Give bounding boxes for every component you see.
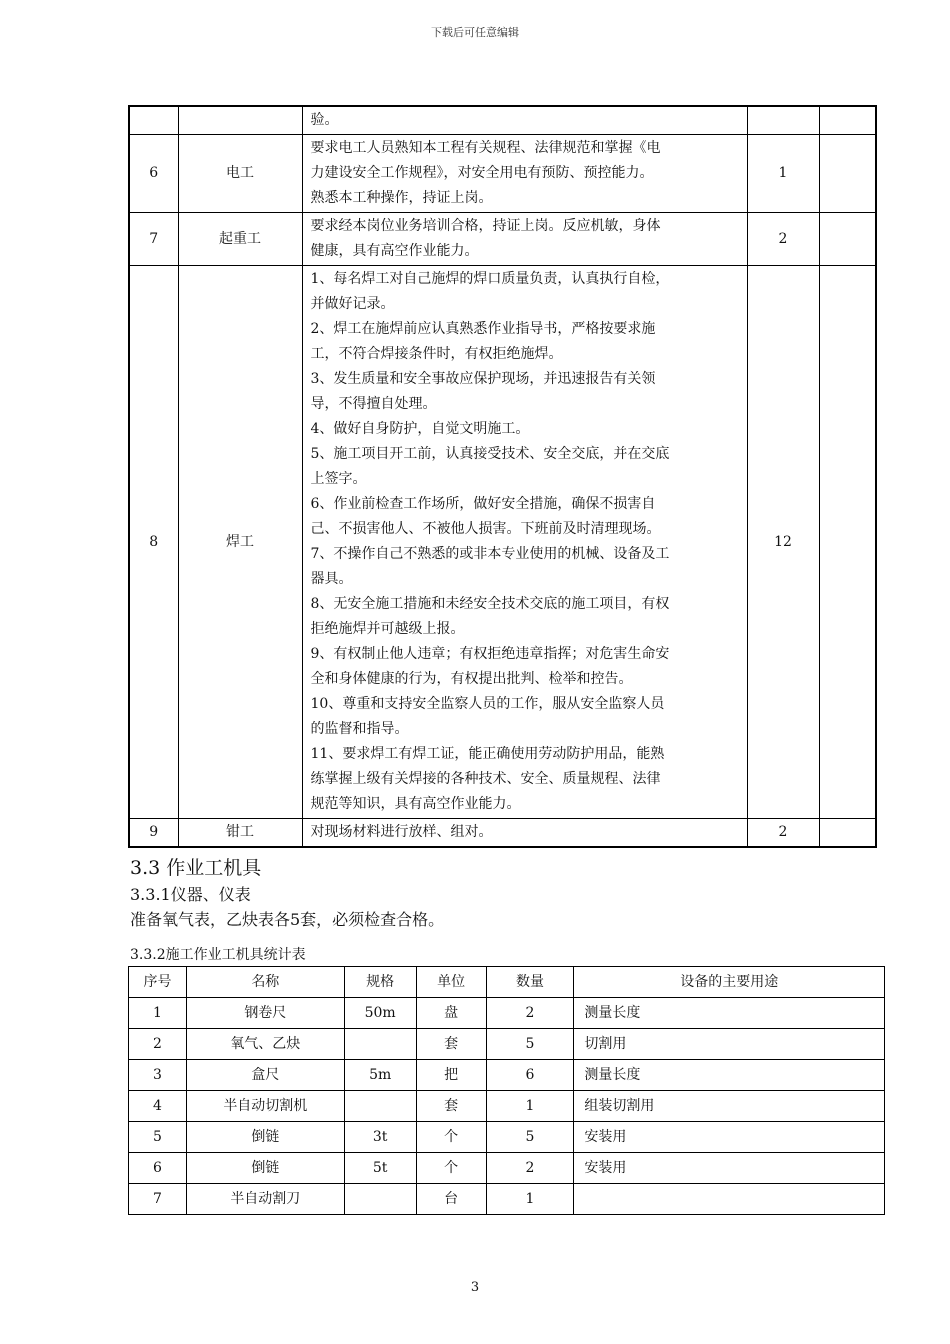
job-role: 钳工 xyxy=(178,819,302,848)
tool-quantity: 1 xyxy=(486,1091,574,1122)
tool-quantity: 6 xyxy=(486,1060,574,1091)
remarks-cell xyxy=(819,819,876,848)
requirement-line: 规范等知识，具有高空作业能力。 xyxy=(310,796,521,812)
requirement-line: 6、作业前检查工作场所，做好安全措施，确保不损害自 xyxy=(310,496,656,512)
tool-no: 7 xyxy=(129,1184,187,1215)
tool-name: 钢卷尺 xyxy=(186,998,344,1029)
table-row xyxy=(129,998,885,1029)
tool-no: 2 xyxy=(129,1029,187,1060)
requirement-line: 上签字。 xyxy=(310,471,367,487)
requirement-line: 3、发生质量和安全事故应保护现场，并迅速报告有关领 xyxy=(310,371,656,387)
table-row xyxy=(129,1060,885,1091)
table-row xyxy=(129,1184,885,1215)
requirement-line: 全和身体健康的行为，有权提出批判、检举和控告。 xyxy=(310,671,633,687)
requirement-line: 力建设安全工作规程》，对安全用电有预防、预控能力。 xyxy=(310,165,654,181)
requirement-line: 导，不得擅自处理。 xyxy=(310,396,437,412)
requirement-line: 11、要求焊工有焊工证，能正确使用劳动防护用品，能熟 xyxy=(310,746,665,762)
tool-unit: 把 xyxy=(416,1060,486,1091)
page-number: 3 xyxy=(470,1280,480,1295)
header-spec: 规格 xyxy=(344,967,416,998)
requirement-line: 练掌握上级有关焊接的各种技术、安全、质量规程、法律 xyxy=(310,771,661,787)
row-number: 7 xyxy=(129,213,178,266)
requirement-line: 拒绝施焊并可越级上报。 xyxy=(310,621,465,637)
header-purpose: 设备的主要用途 xyxy=(574,967,885,998)
requirement-line: 验。 xyxy=(310,112,339,128)
tool-unit: 台 xyxy=(416,1184,486,1215)
tool-name: 倒链 xyxy=(186,1122,344,1153)
tool-unit: 个 xyxy=(416,1122,486,1153)
worker-count: 1 xyxy=(747,135,819,213)
tool-quantity: 2 xyxy=(486,1153,574,1184)
requirement-line: 8、无安全施工措施和未经安全技术交底的施工项目，有权 xyxy=(310,596,670,612)
tools-table xyxy=(128,966,885,1215)
row-number: 8 xyxy=(129,266,178,819)
requirement-line: 的监督和指导。 xyxy=(310,721,409,737)
table-row xyxy=(129,819,876,848)
staff-requirements-table xyxy=(128,105,877,848)
tool-no: 3 xyxy=(129,1060,187,1091)
requirements-cell xyxy=(302,106,747,135)
tool-unit: 个 xyxy=(416,1153,486,1184)
table-row xyxy=(129,106,876,135)
job-role: 起重工 xyxy=(178,213,302,266)
tools-table-caption: 3.3.2施工作业工机具统计表 xyxy=(130,947,306,963)
table-row xyxy=(129,266,876,819)
tool-quantity: 5 xyxy=(486,1029,574,1060)
requirement-line: 9、有权制止他人违章；有权拒绝违章指挥；对危害生命安 xyxy=(310,646,670,662)
requirement-line: 对现场材料进行放样、组对。 xyxy=(310,824,493,840)
requirement-line: 并做好记录。 xyxy=(310,296,395,312)
header-quantity: 数量 xyxy=(486,967,574,998)
requirements-cell xyxy=(302,266,747,819)
tool-name: 半自动割刀 xyxy=(186,1184,344,1215)
tool-quantity: 2 xyxy=(486,998,574,1029)
tool-no: 5 xyxy=(129,1122,187,1153)
remarks-cell xyxy=(819,266,876,819)
subsection-title: 3.3.1仪器、仪表 xyxy=(130,885,251,904)
tool-purpose: 测量长度 xyxy=(574,1060,885,1091)
tool-spec xyxy=(344,1184,416,1215)
worker-count: 2 xyxy=(747,819,819,848)
tool-unit: 套 xyxy=(416,1029,486,1060)
requirement-line: 10、尊重和支持安全监察人员的工作，服从安全监察人员 xyxy=(310,696,665,712)
requirement-line: 5、施工项目开工前，认真接受技术、安全交底，并在交底 xyxy=(310,446,670,462)
job-role xyxy=(178,106,302,135)
tool-purpose: 切割用 xyxy=(574,1029,885,1060)
requirement-line: 7、不操作自己不熟悉的或非本专业使用的机械、设备及工 xyxy=(310,546,670,562)
row-number xyxy=(129,106,178,135)
tool-name: 倒链 xyxy=(186,1153,344,1184)
tool-spec xyxy=(344,1091,416,1122)
requirement-line: 要求经本岗位业务培训合格，持证上岗。反应机敏，身体 xyxy=(310,218,661,234)
requirement-line: 熟悉本工种操作，持证上岗。 xyxy=(310,190,493,206)
tool-name: 氧气、乙炔 xyxy=(186,1029,344,1060)
table-row xyxy=(129,1091,885,1122)
requirement-line: 要求电工人员熟知本工程有关规程、法律规范和掌握《电 xyxy=(310,140,661,156)
tool-no: 6 xyxy=(129,1153,187,1184)
worker-count: 2 xyxy=(747,213,819,266)
requirement-line: 健康，具有高空作业能力。 xyxy=(310,243,479,259)
tools-table-header-row xyxy=(129,967,885,998)
tool-quantity: 1 xyxy=(486,1184,574,1215)
remarks-cell xyxy=(819,135,876,213)
table-row xyxy=(129,1122,885,1153)
header-no: 序号 xyxy=(129,967,187,998)
remarks-cell xyxy=(819,106,876,135)
requirements-cell xyxy=(302,819,747,848)
tool-no: 4 xyxy=(129,1091,187,1122)
requirement-line: 2、焊工在施焊前应认真熟悉作业指导书，严格按要求施 xyxy=(310,321,656,337)
row-number: 9 xyxy=(129,819,178,848)
tool-purpose: 测量长度 xyxy=(574,998,885,1029)
tool-spec: 5t xyxy=(344,1153,416,1184)
job-role: 电工 xyxy=(178,135,302,213)
tool-name: 半自动切割机 xyxy=(186,1091,344,1122)
requirement-line: 4、做好自身防护，自觉文明施工。 xyxy=(310,421,530,437)
section-title: 3.3 作业工机具 xyxy=(130,857,262,879)
tool-purpose: 安装用 xyxy=(574,1122,885,1153)
tool-unit: 套 xyxy=(416,1091,486,1122)
table-row xyxy=(129,1029,885,1060)
remarks-cell xyxy=(819,213,876,266)
table-row xyxy=(129,135,876,213)
tool-spec: 5m xyxy=(344,1060,416,1091)
requirements-cell xyxy=(302,213,747,266)
tool-purpose: 安装用 xyxy=(574,1153,885,1184)
row-number: 6 xyxy=(129,135,178,213)
header-name: 名称 xyxy=(186,967,344,998)
staff-table-body xyxy=(129,106,876,847)
requirement-line: 工，不符合焊接条件时，有权拒绝施焊。 xyxy=(310,346,563,362)
tools-table-body xyxy=(129,998,885,1215)
requirement-line: 己、不损害他人、不被他人损害。下班前及时清理现场。 xyxy=(310,521,661,537)
tool-spec: 50m xyxy=(344,998,416,1029)
table-row xyxy=(129,213,876,266)
header-unit: 单位 xyxy=(416,967,486,998)
job-role: 焊工 xyxy=(178,266,302,819)
tool-spec: 3t xyxy=(344,1122,416,1153)
tool-spec xyxy=(344,1029,416,1060)
tool-unit: 盘 xyxy=(416,998,486,1029)
worker-count xyxy=(747,106,819,135)
page-header-note: 下载后可任意编辑 xyxy=(431,26,519,39)
tool-no: 1 xyxy=(129,998,187,1029)
tool-name: 盒尺 xyxy=(186,1060,344,1091)
requirement-line: 器具。 xyxy=(310,571,353,587)
tool-quantity: 5 xyxy=(486,1122,574,1153)
worker-count: 12 xyxy=(747,266,819,819)
table-row xyxy=(129,1153,885,1184)
tool-purpose: 组装切割用 xyxy=(574,1091,885,1122)
subsection-body: 准备氧气表，乙炔表各5套，必须检查合格。 xyxy=(130,910,445,929)
tool-purpose xyxy=(574,1184,885,1215)
requirements-cell xyxy=(302,135,747,213)
requirement-line: 1、每名焊工对自己施焊的焊口质量负责，认真执行自检， xyxy=(310,271,670,287)
